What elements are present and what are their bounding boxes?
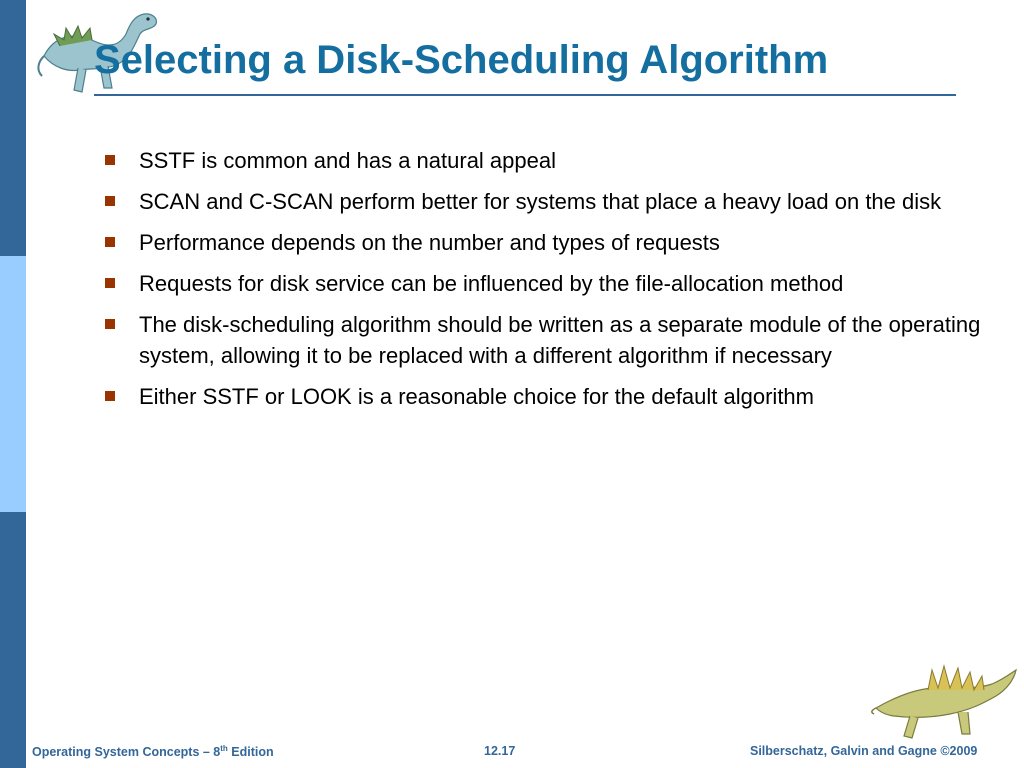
slide-title: Selecting a Disk-Scheduling Algorithm bbox=[94, 38, 829, 82]
bullet-text: SCAN and C-SCAN perform better for systems that place a heavy load on the disk bbox=[139, 189, 942, 214]
bullet-item bbox=[103, 186, 993, 217]
bullet-list bbox=[103, 145, 993, 422]
square-bullet-icon bbox=[105, 196, 115, 206]
title-divider bbox=[94, 94, 956, 96]
bullet-item bbox=[103, 381, 993, 412]
bullet-text: The disk-scheduling algorithm should be written as a separate module of the operating system, allowing it to be replaced with a different algorithm if necessary bbox=[139, 312, 981, 368]
sidebar-band-middle bbox=[0, 256, 26, 512]
bullet-item bbox=[103, 268, 993, 299]
stegosaurus-icon bbox=[870, 660, 1020, 740]
square-bullet-icon bbox=[105, 319, 115, 329]
footer-copyright: Silberschatz, Galvin and Gagne ©2009 bbox=[750, 744, 978, 758]
bullet-text: SSTF is common and has a natural appeal bbox=[139, 148, 557, 173]
bullet-item bbox=[103, 309, 993, 371]
square-bullet-icon bbox=[105, 391, 115, 401]
bullet-text: Requests for disk service can be influenced by the file-allocation method bbox=[139, 271, 844, 296]
square-bullet-icon bbox=[105, 278, 115, 288]
bullet-text: Either SSTF or LOOK is a reasonable choice for the default algorithm bbox=[139, 384, 814, 409]
page-number: 12.17 bbox=[484, 744, 516, 758]
sidebar-band-bottom bbox=[0, 512, 26, 768]
bullet-item bbox=[103, 227, 993, 258]
square-bullet-icon bbox=[105, 237, 115, 247]
bullet-text: Performance depends on the number and types of requests bbox=[139, 230, 720, 255]
square-bullet-icon bbox=[105, 155, 115, 165]
footer-course-title: Operating System Concepts – 8th Edition bbox=[32, 744, 274, 760]
bullet-item bbox=[103, 145, 993, 176]
sidebar-band-top bbox=[0, 0, 26, 256]
